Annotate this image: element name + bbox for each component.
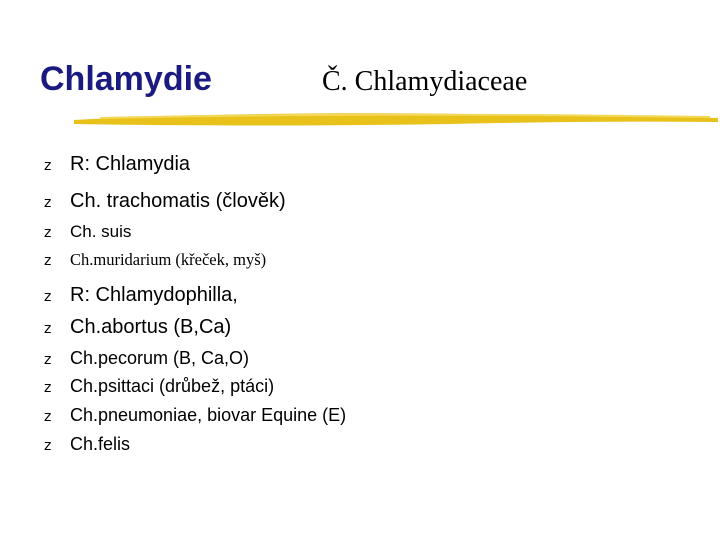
bullet-icon: z <box>44 158 52 174</box>
item-text: Ch. trachomatis (člověk) <box>70 190 286 212</box>
slide-title: Chlamydie <box>40 60 212 98</box>
bullet-icon: z <box>44 409 52 425</box>
bullet-icon: z <box>44 225 52 241</box>
bullet-icon: z <box>44 253 52 269</box>
list-item <box>44 376 274 397</box>
item-text: Ch. suis <box>70 222 132 241</box>
bullet-icon: z <box>44 438 52 454</box>
list-item <box>44 284 238 307</box>
list-item <box>44 348 249 369</box>
slide-subtitle: Č. Chlamydiaceae <box>322 66 528 97</box>
list-item <box>44 405 346 426</box>
item-text: Ch.psittaci (drůbež, ptáci) <box>70 376 275 396</box>
list-item <box>44 190 286 213</box>
item-text: Ch.abortus (B,Ca) <box>70 316 232 338</box>
list-item <box>44 434 130 455</box>
bullet-icon: z <box>44 289 52 305</box>
item-text: R: Chlamydophilla, <box>70 284 238 306</box>
bullet-icon: z <box>44 321 52 337</box>
list-item <box>44 153 190 176</box>
item-text: R: Chlamydia <box>70 153 191 175</box>
item-text: Ch.pneumoniae, biovar Equine (E) <box>70 405 347 425</box>
title-underline-brushstroke <box>70 108 720 130</box>
item-text: Ch.felis <box>70 434 131 454</box>
item-text: Ch.pecorum (B, Ca,O) <box>70 348 250 368</box>
list-item <box>44 316 231 339</box>
bullet-icon: z <box>44 380 52 396</box>
list-item <box>44 222 131 242</box>
bullet-icon: z <box>44 352 52 368</box>
item-text: Ch.muridarium (křeček, myš) <box>70 250 267 269</box>
list-item <box>44 250 266 270</box>
bullet-icon: z <box>44 195 52 211</box>
